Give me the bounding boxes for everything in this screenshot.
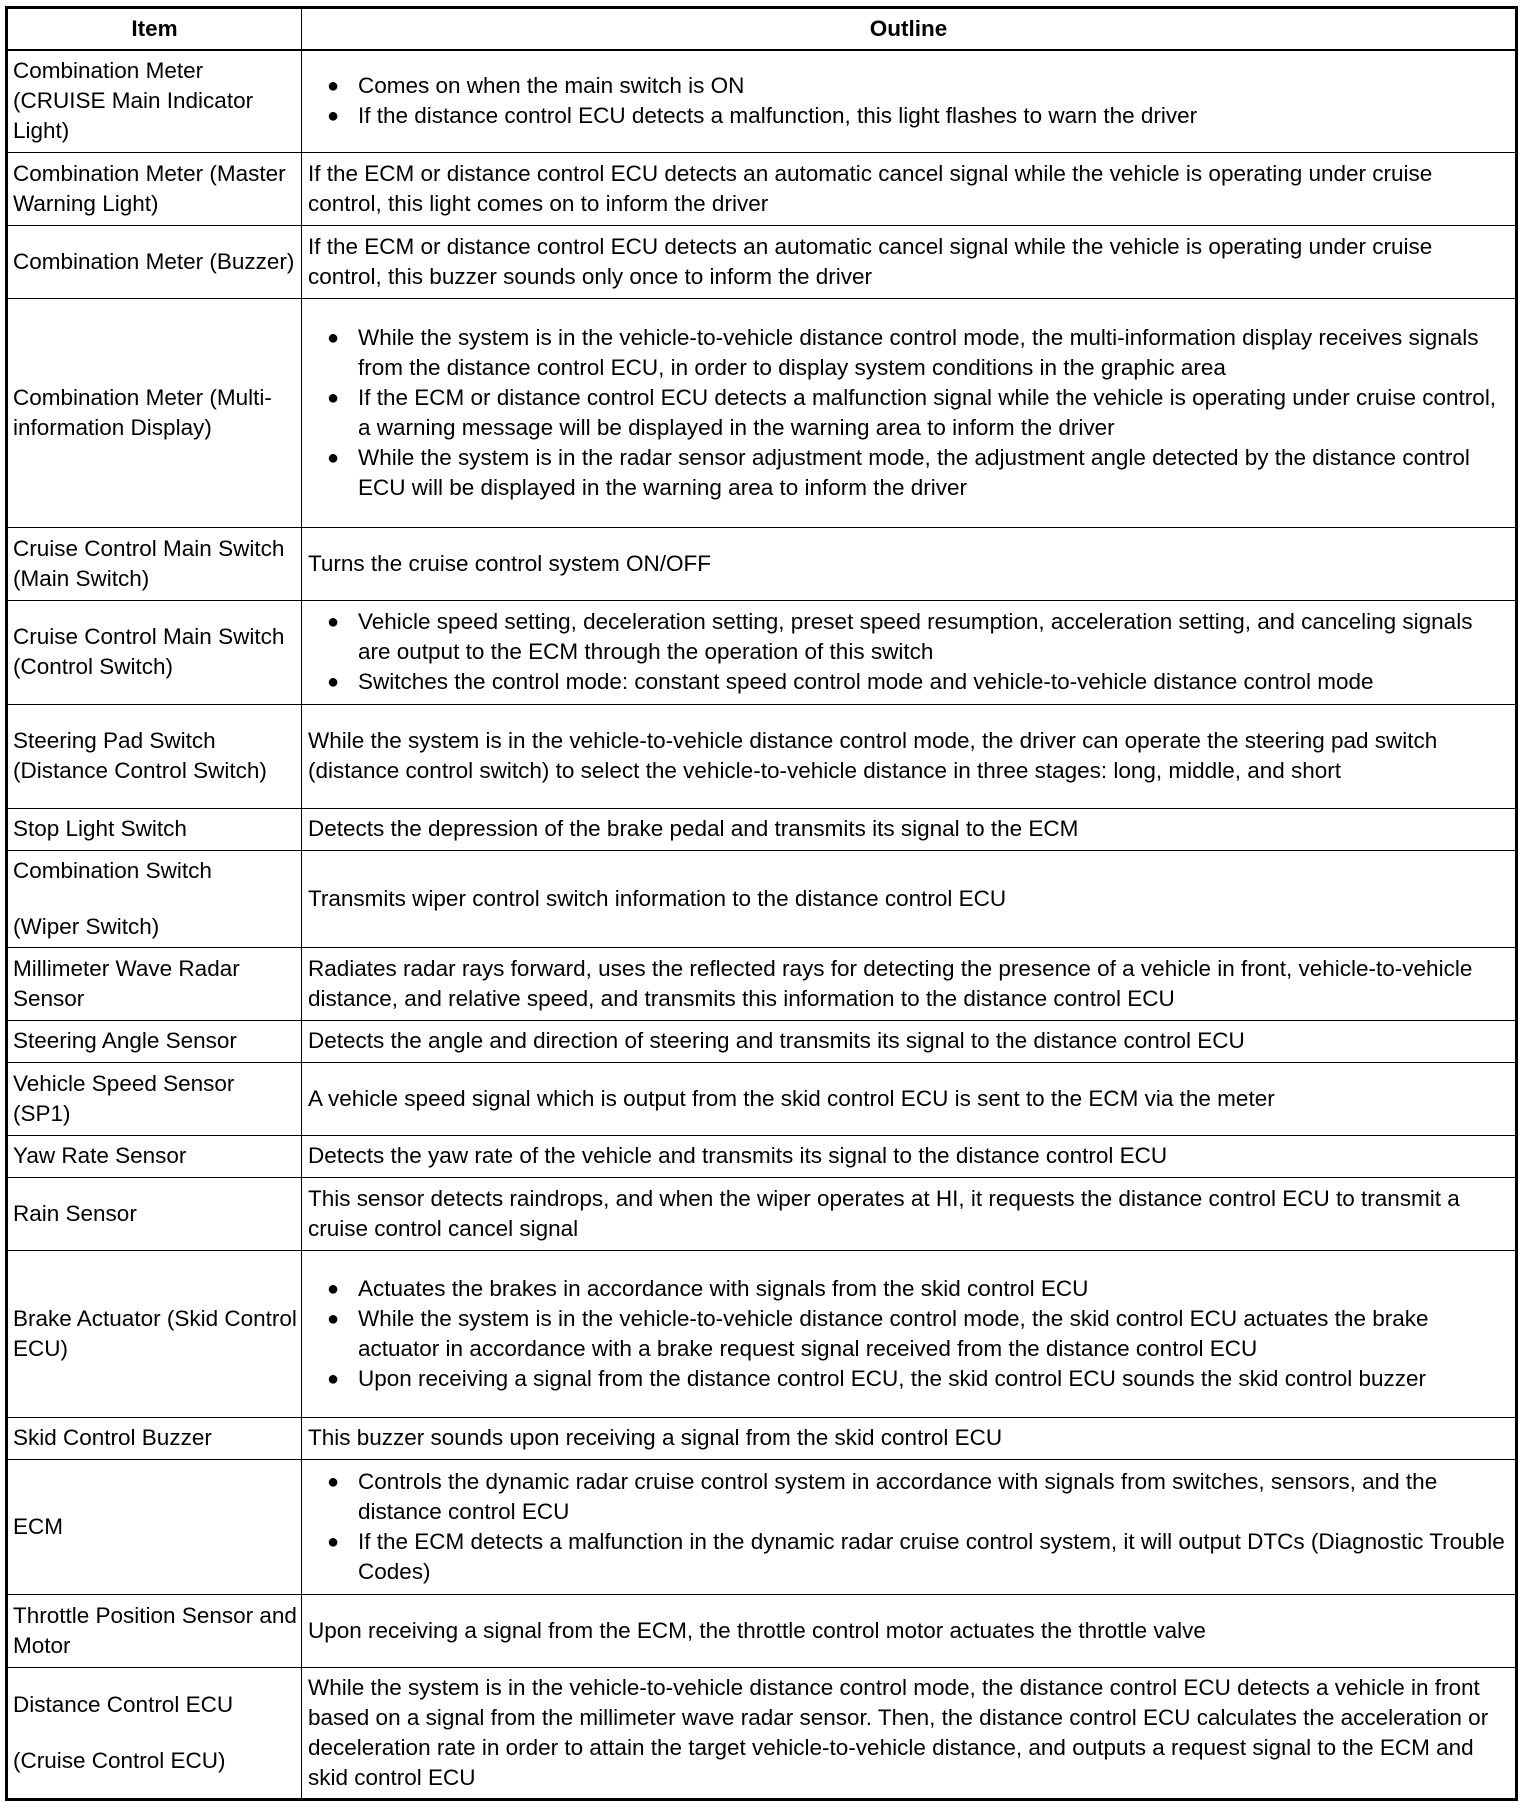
item-label: Combination Meter (Buzzer) [13,248,295,274]
item-label: Stop Light Switch [13,816,187,841]
table-row [7,704,1517,808]
bullet-item: ● Comes on when the main switch is ON [308,71,1509,101]
table-row [7,50,1517,152]
bullet-list [308,71,1509,131]
item-label: Distance Control ECU [13,1691,234,1717]
bullet-list [308,1274,1509,1394]
outline-cell [302,298,1517,527]
table-row [7,808,1517,850]
outline-cell [302,850,1517,947]
table-row [7,1062,1517,1135]
item-cell [7,1177,302,1250]
outline-cell [302,1667,1517,1799]
table-row [7,1177,1517,1250]
item-label: (Wiper Switch) [13,913,160,939]
outline-text: Turns the cruise control system ON/OFF [308,550,712,576]
item-cell [7,1667,302,1799]
outline-cell [302,808,1517,850]
item-label: Cruise Control Main Switch (Control Switch) [13,624,285,679]
bullet-list [308,607,1509,697]
table-row [7,600,1517,704]
item-label: (Cruise Control ECU) [13,1747,226,1773]
outline-cell [302,152,1517,225]
line-gap [13,1720,298,1746]
outline-cell [302,947,1517,1020]
item-label: Combination Meter (Multi-information Display) [13,384,272,440]
item-label: Throttle Position Sensor and Motor [13,1602,297,1658]
bullet-item: ● Switches the control mode: constant speed control mode and vehicle-to-vehicle distance control mode [308,667,1509,697]
outline-cell [302,1417,1517,1459]
item-label: Combination Meter (CRUISE Main Indicator Light) [13,58,254,144]
item-cell [7,1135,302,1177]
table-row [7,1135,1517,1177]
item-cell [7,1250,302,1417]
outline-cell [302,1459,1517,1594]
item-label: ECM [13,1513,63,1539]
item-cell [7,850,302,947]
bullet-item: ● If the ECM detects a malfunction in the dynamic radar cruise control system, it will output DTCs (Diagnostic Trouble Codes) [308,1527,1509,1587]
header-row [7,8,1517,51]
bullet-item: ● While the system is in the vehicle-to-vehicle distance control mode, the skid control ECU actuates the brake actuator in accordance with a brake request signal received from the distance control ECU [308,1304,1509,1364]
item-cell [7,947,302,1020]
outline-cell [302,225,1517,298]
table-row [7,1459,1517,1594]
item-label: Brake Actuator (Skid Control ECU) [13,1305,297,1361]
outline-cell [302,1594,1517,1667]
outline-text: Detects the angle and direction of steering and transmits its signal to the distance control ECU [308,1028,1245,1053]
table-row [7,1417,1517,1459]
bullet-item: ● If the distance control ECU detects a malfunction, this light flashes to warn the driver [308,101,1509,131]
outline-text: This sensor detects raindrops, and when the wiper operates at HI, it requests the distance control ECU to transmit a cruise control cancel signal [308,1185,1460,1241]
item-label: Millimeter Wave Radar Sensor [13,955,240,1011]
outline-cell [302,600,1517,704]
item-cell [7,704,302,808]
header-item: Item [7,8,302,51]
item-label: Combination Switch [13,857,212,883]
table-body [7,50,1517,1799]
table-row [7,850,1517,947]
bullet-item: ● Upon receiving a signal from the distance control ECU, the skid control ECU sounds the skid control buzzer [308,1364,1509,1394]
bullet-item: ● Actuates the brakes in accordance with signals from the skid control ECU [308,1274,1509,1304]
outline-cell [302,1135,1517,1177]
outline-text: This buzzer sounds upon receiving a signal from the skid control ECU [308,1425,1003,1450]
item-cell [7,1062,302,1135]
item-cell [7,298,302,527]
outline-cell [302,527,1517,600]
item-cell [7,527,302,600]
component-outline-table [5,6,1518,1801]
table-row [7,1594,1517,1667]
item-cell [7,600,302,704]
item-label: Steering Pad Switch (Distance Control Switch) [13,728,267,783]
item-label: Vehicle Speed Sensor (SP1) [13,1070,235,1126]
item-label: Steering Angle Sensor [13,1028,237,1053]
outline-text: Detects the yaw rate of the vehicle and transmits its signal to the distance control ECU [308,1143,1168,1168]
item-cell [7,808,302,850]
table-row [7,527,1517,600]
item-cell [7,1594,302,1667]
table-row [7,1250,1517,1417]
bullet-item: ● While the system is in the vehicle-to-vehicle distance control mode, the multi-information display receives signals from the distance control ECU, in order to display system conditions in the graphic area [308,323,1509,383]
outline-text: Detects the depression of the brake pedal and transmits its signal to the ECM [308,816,1079,841]
header-outline: Outline [302,8,1517,51]
item-cell [7,225,302,298]
table-row [7,1020,1517,1062]
outline-text: If the ECM or distance control ECU detects an automatic cancel signal while the vehicle is operating under cruise control, this light comes on to inform the driver [308,160,1433,216]
outline-cell [302,1177,1517,1250]
outline-text: While the system is in the vehicle-to-vehicle distance control mode, the driver can operate the steering pad switch (distance control switch) to select the vehicle-to-vehicle distance in three stages: long, middle, and short [308,728,1438,783]
item-cell [7,1417,302,1459]
outline-text: If the ECM or distance control ECU detects an automatic cancel signal while the vehicle is operating under cruise control, this buzzer sounds only once to inform the driver [308,233,1433,289]
table-row [7,225,1517,298]
item-cell [7,1020,302,1062]
bullet-item: ● Vehicle speed setting, deceleration setting, preset speed resumption, acceleration setting, and canceling signals are output to the ECM through the operation of this switch [308,607,1509,667]
outline-cell [302,704,1517,808]
outline-text: A vehicle speed signal which is output from the skid control ECU is sent to the ECM via the meter [308,1085,1275,1111]
table-row [7,152,1517,225]
item-label: Rain Sensor [13,1200,137,1226]
outline-cell [302,50,1517,152]
line-gap [13,886,298,912]
item-cell [7,152,302,225]
bullet-list [308,1467,1509,1587]
table-row [7,1667,1517,1799]
item-label: Cruise Control Main Switch (Main Switch) [13,535,285,591]
outline-text: Radiates radar rays forward, uses the reflected rays for detecting the presence of a vehicle in front, vehicle-to-vehicle distance, and relative speed, and transmits this information to the distance control ECU [308,955,1473,1011]
bullet-list [308,323,1509,503]
item-cell [7,1459,302,1594]
outline-text: Upon receiving a signal from the ECM, the throttle control motor actuates the throttle valve [308,1617,1206,1643]
bullet-item: ● If the ECM or distance control ECU detects a malfunction signal while the vehicle is operating under cruise control, a warning message will be displayed in the warning area to inform the driver [308,383,1509,443]
item-label: Yaw Rate Sensor [13,1143,187,1168]
outline-cell [302,1020,1517,1062]
outline-cell [302,1250,1517,1417]
table-row [7,298,1517,527]
item-label: Skid Control Buzzer [13,1425,212,1450]
outline-cell [302,1062,1517,1135]
outline-text: Transmits wiper control switch information to the distance control ECU [308,885,1007,911]
item-cell [7,50,302,152]
bullet-item: ● While the system is in the radar sensor adjustment mode, the adjustment angle detected by the distance control ECU will be displayed in the warning area to inform the driver [308,443,1509,503]
table-row [7,947,1517,1020]
item-label: Combination Meter (Master Warning Light) [13,160,286,216]
outline-text: While the system is in the vehicle-to-vehicle distance control mode, the distance control ECU detects a vehicle in front based on a signal from the millimeter wave radar sensor. Then, the distance control ECU calculates the acceleration or deceleration rate in order to attain the target vehicle-to-vehicle distance, and outputs a request signal to the ECM and skid control ECU [308,1674,1489,1790]
bullet-item: ● Controls the dynamic radar cruise control system in accordance with signals from switches, sensors, and the distance control ECU [308,1467,1509,1527]
